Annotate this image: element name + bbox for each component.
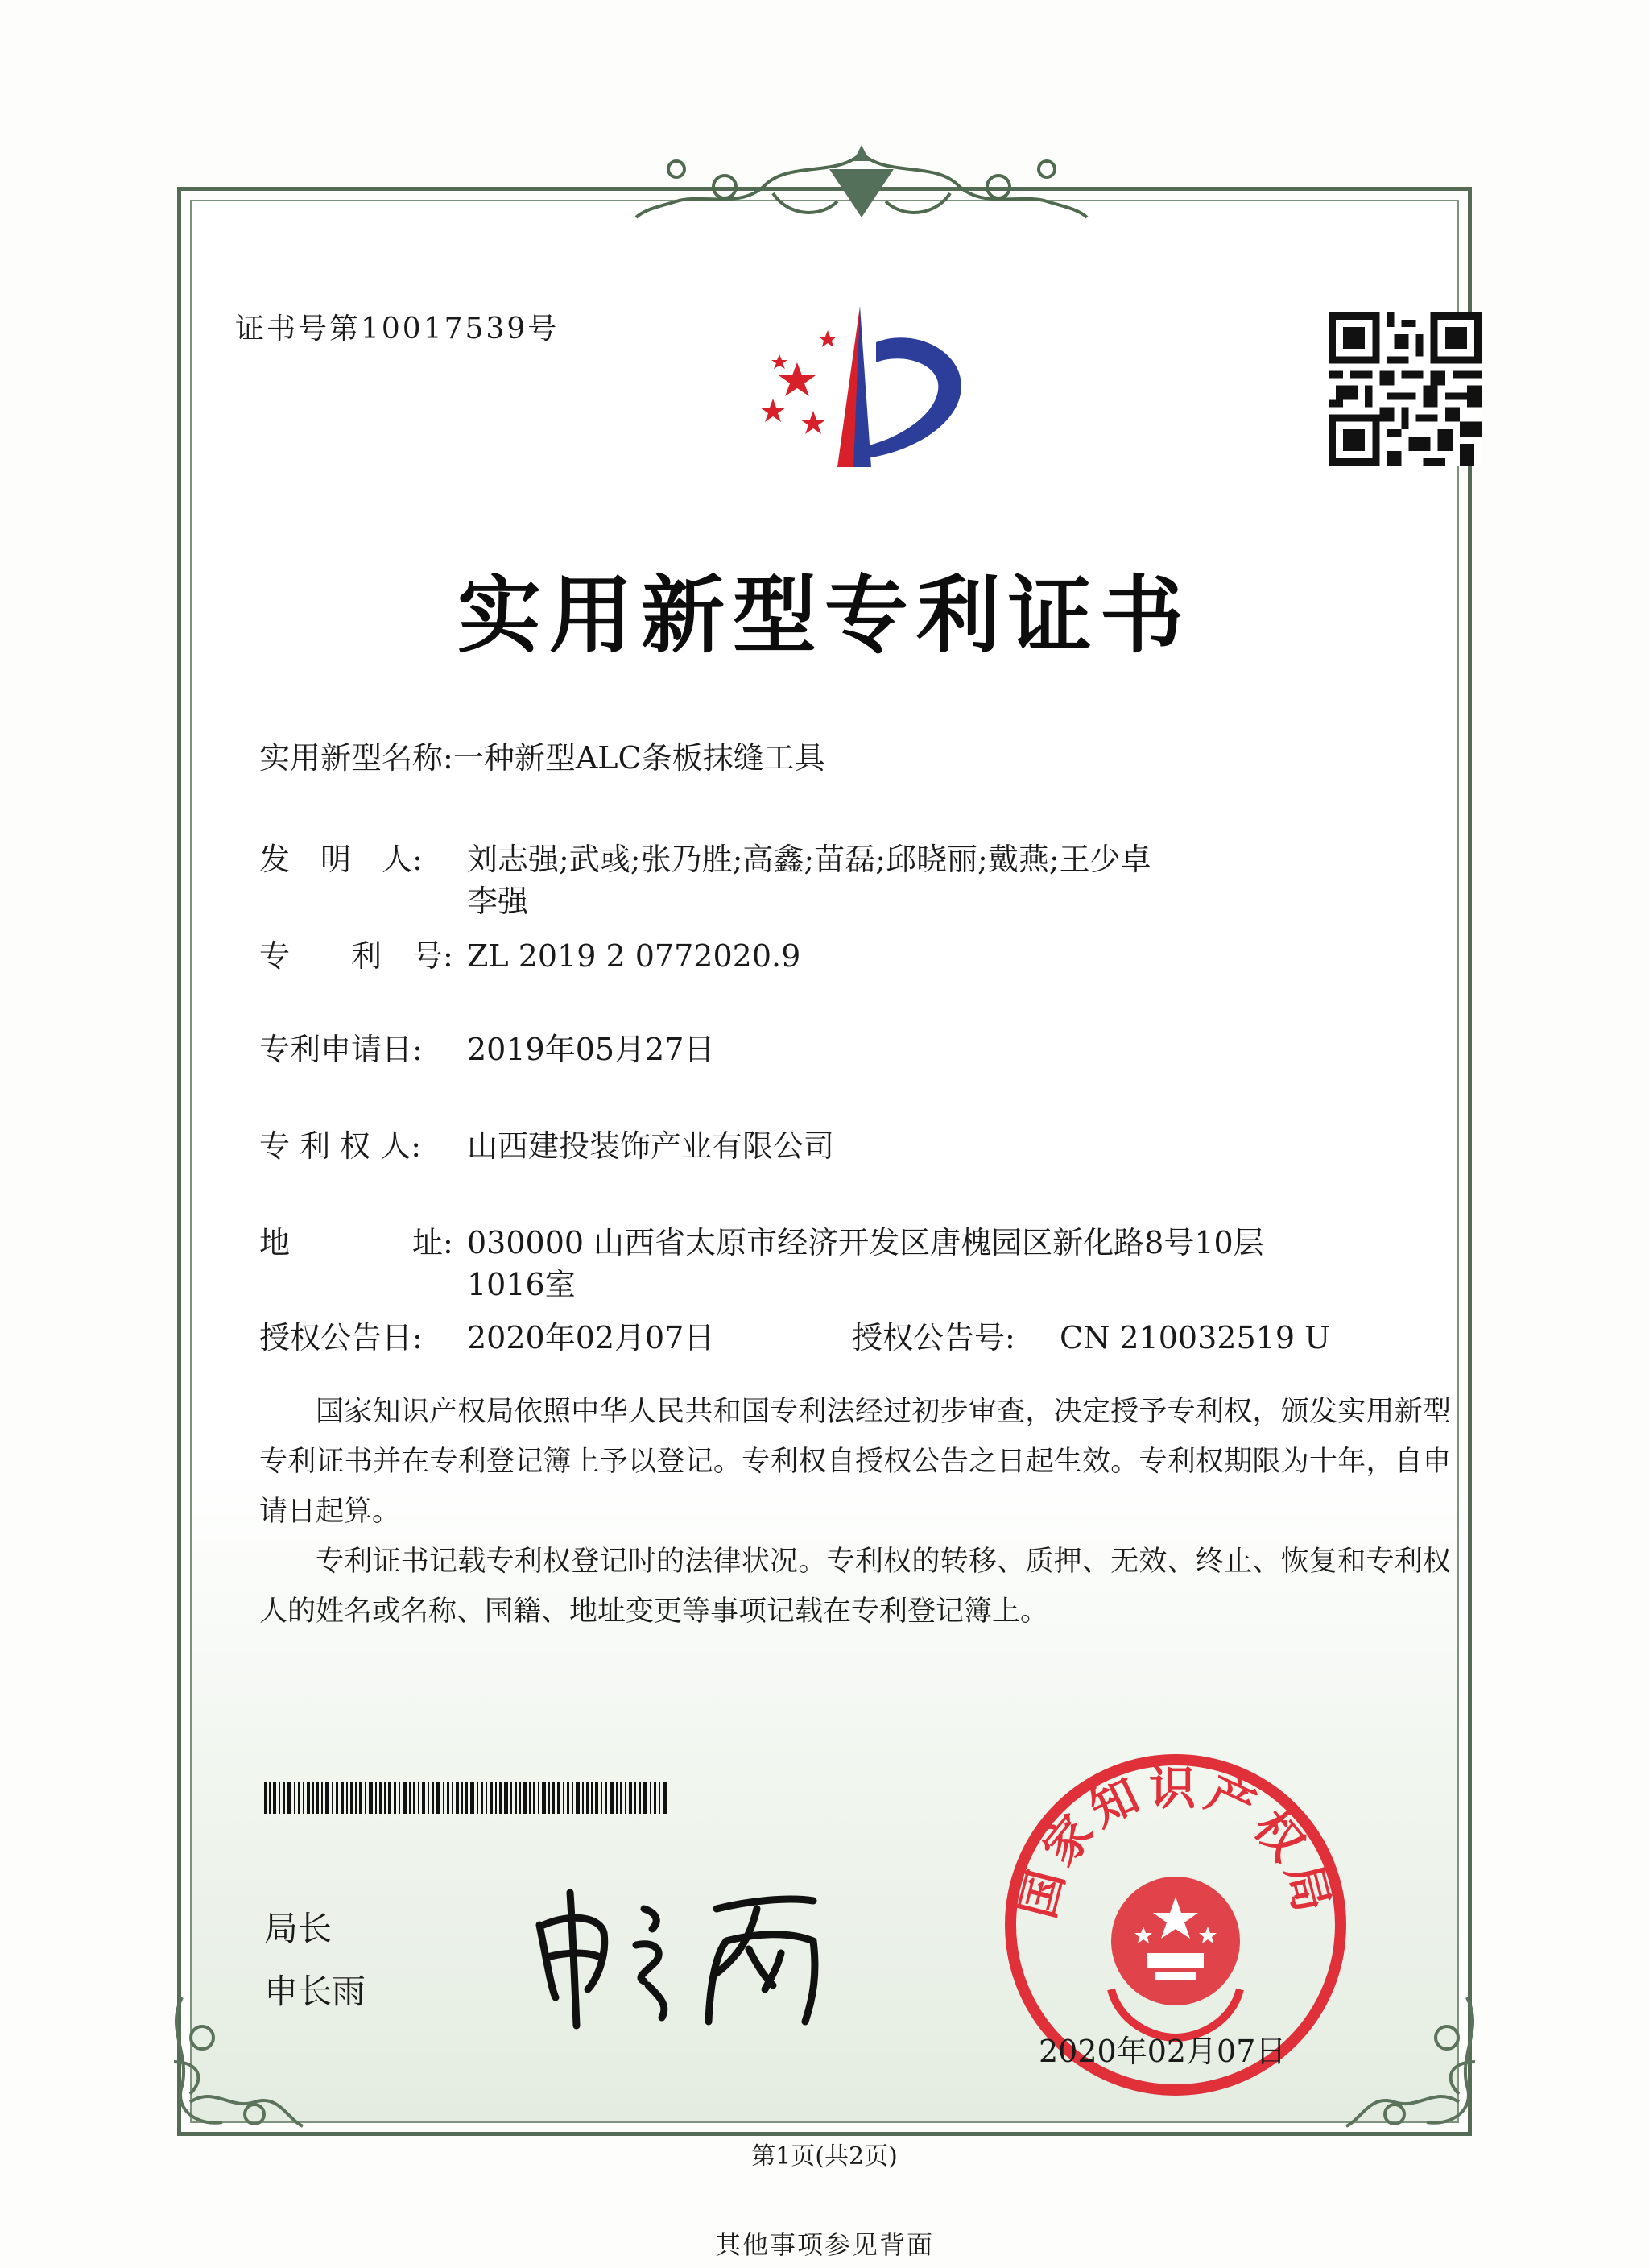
field-value: 山西建投装饰产业有限公司 [467, 1128, 835, 1164]
page-number: 第1页(共2页) [751, 2142, 898, 2171]
seal-text: 国家知识产权局 [1010, 1761, 1341, 1924]
seal-date: 2020年02月07日 [1039, 2034, 1287, 2069]
field-value: 一种新型ALC条板抹缝工具 [453, 740, 825, 776]
grant-number-field [852, 1313, 1330, 1357]
application-date-field [259, 1024, 714, 1069]
field-value: ZL 2019 2 0772020.9 [467, 938, 801, 974]
barcode-icon [264, 1782, 667, 1814]
corner-ornament-icon [1330, 1981, 1491, 2142]
inventors-field [259, 834, 1151, 879]
statement-paragraph: 国家知识产权局依照中华人民共和国专利法经过初步审查，决定授予专利权，颁发实用新型专利证书并在专利登记簿上予以登记。专利权自授权公告之日起生效。专利权期限为十年，自申请日起算。 [259, 1396, 1451, 1528]
field-label: 地 址: [259, 1225, 453, 1260]
field-value: 刘志强;武彧;张乃胜;高鑫;苗磊;邱晓丽;戴燕;王少卓 [467, 842, 1151, 877]
grant-date-field [259, 1313, 714, 1357]
field-value: CN 210032519 U [1060, 1320, 1331, 1355]
field-label: 发 明 人: [259, 842, 423, 877]
footer-note: 其他事项参见背面 [714, 2229, 934, 2260]
statement-paragraph: 专利证书记载专利权登记时的法律状况。专利权的转移、质押、无效、终止、恢复和专利权人的姓名或名称、国籍、地址变更等事项记载在专利登记簿上。 [259, 1546, 1451, 1628]
patentee-field [259, 1121, 834, 1165]
address-field [259, 1218, 1264, 1262]
field-value: 030000 山西省太原市经济开发区唐槐园区新化路8号10层 [467, 1225, 1264, 1260]
field-label: 专 利 号: [259, 938, 453, 974]
legal-statement [259, 1387, 1451, 1637]
cnipa-emblem-icon [741, 298, 982, 491]
qr-code-icon [1329, 312, 1482, 466]
certificate-title: 实用新型专利证书 [457, 565, 1192, 664]
inventors-field-line2: 李强 [467, 884, 529, 919]
patent-number-field [259, 931, 800, 975]
top-ornament-icon [628, 137, 1095, 234]
field-value: 2019年05月27日 [467, 1032, 715, 1067]
field-label: 专利申请日: [259, 1032, 423, 1067]
field-label: 授权公告号: [852, 1320, 1015, 1355]
field-label: 实用新型名称: [259, 740, 453, 776]
field-value: 2020年02月07日 [467, 1320, 715, 1355]
official-name: 申长雨 [264, 1972, 366, 2011]
field-label: 授权公告日: [259, 1320, 423, 1355]
field-label: 专 利 权 人: [259, 1128, 422, 1164]
certificate-number: 证书号第10017539号 [235, 312, 560, 346]
signature-icon [523, 1877, 862, 2030]
address-field-line2: 1016室 [467, 1267, 576, 1302]
utility-model-name-field [259, 733, 825, 777]
official-title: 局长 [264, 1909, 333, 1948]
